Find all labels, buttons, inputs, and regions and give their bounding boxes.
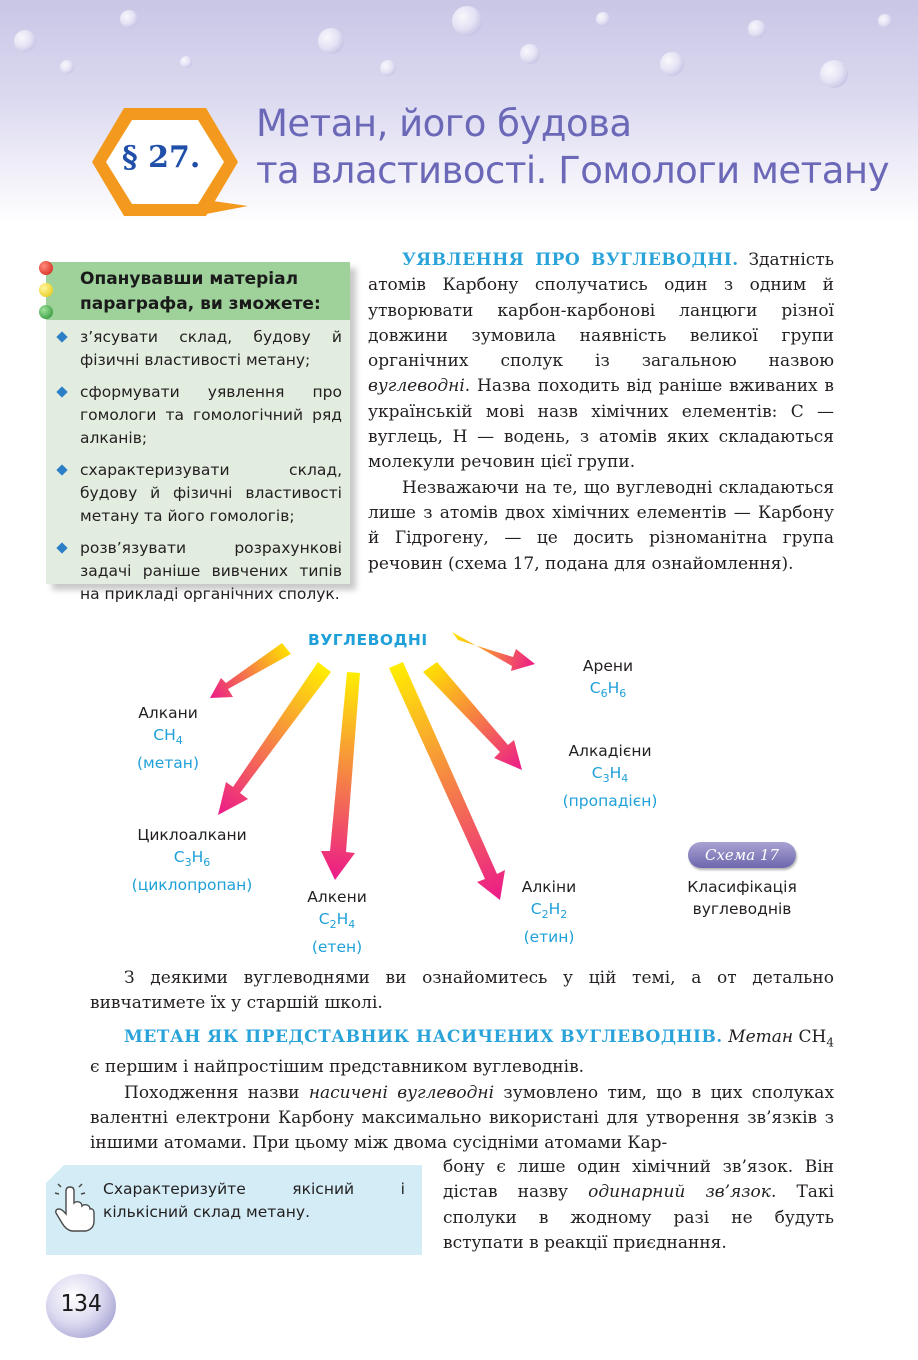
saturated-italic: насичені вуглеводні xyxy=(308,1082,495,1103)
title-line-1: Метан, його будова xyxy=(256,102,632,145)
node-example: (пропадієн) xyxy=(562,792,658,811)
node-alkenes xyxy=(287,886,387,958)
page-title xyxy=(256,100,889,194)
node-name: Алкіни xyxy=(521,878,577,896)
node-name: Алкени xyxy=(307,888,367,906)
node-formula: $C_2H_4$ xyxy=(318,910,356,932)
decor-bubble xyxy=(14,30,36,52)
intro-paragraph-1 xyxy=(368,248,834,476)
title-line-2: та властивості. Гомологи метану xyxy=(256,149,889,192)
single-bond-text: бону є лише один хімічний зв’язок. Він дістав назву одинарний зв’язок. Такі сполуки в жодному разі не будуть вступати в реакції приєднання. xyxy=(443,1157,834,1253)
node-name: Алкадієни xyxy=(568,742,652,760)
decor-bubble xyxy=(596,12,610,26)
single-bond-italic: одинарний зв’язок xyxy=(588,1182,771,1203)
learning-goals-box xyxy=(46,262,350,603)
goal-item: розв’язувати розрахункові задачі раніше вивчених типів на прикладі органічних сполук. xyxy=(58,537,342,606)
goals-title xyxy=(80,267,321,317)
methane-heading: МЕТАН ЯК ПРЕДСТАВНИК НАСИЧЕНИХ ВУГЛЕВОДНІВ. xyxy=(124,1026,723,1047)
decor-bubble xyxy=(520,44,540,64)
decor-bubble xyxy=(820,60,848,88)
scheme-caption-line-2: вуглеводнів xyxy=(692,900,792,918)
node-example: (метан) xyxy=(137,754,199,773)
arrow-to-alkynes xyxy=(389,662,505,900)
intro-text-a: Здатність атомів Карбону сполучатись один з одним й утворювати карбон-карбонові ланцюги різної довжини зумовила наявність великої групи органічних сполук із загальною назвою xyxy=(368,250,834,372)
saturated-paragraph: Походження назви насичені вуглеводні зумовлено тим, що в цих сполуках валентні електрони Карбону максимально використані для утворення зв’язків з іншими атомами. При цьому між двома сусідніми атомами Кар- xyxy=(90,1082,835,1154)
node-formula: $C_2H_2$ xyxy=(530,900,568,922)
methane-paragraph: МЕТАН ЯК ПРЕДСТАВНИК НАСИЧЕНИХ ВУГЛЕВОДНІВ. Метан $CH_4$ є першим і найпростішим представником вуглеводнів. xyxy=(90,1026,835,1078)
node-example: (циклопропан) xyxy=(131,876,253,895)
task-text: Схарактеризуйте якісний і кількісний склад метану. xyxy=(103,1180,405,1221)
node-cycloalkanes xyxy=(118,824,266,896)
goal-item: схарактеризувати склад, будову й фізичні властивості метану та його гомологів; xyxy=(58,459,342,528)
scheme-root-label: ВУГЛЕВОДНІ xyxy=(308,631,428,649)
intro-paragraph-2: Незважаючи на те, що вуглеводні складаються лише з атомів двох хімічних елементів — Карбону й Гідрогену, — це досить різноманітна група речовин (схема 17, подана для ознайомлення). xyxy=(368,477,834,574)
intro-italic-term: вуглеводні xyxy=(368,376,465,397)
decor-bubble xyxy=(60,60,74,74)
node-alkadienes xyxy=(550,740,670,812)
section-number: § 27. xyxy=(122,140,201,175)
decor-bubble xyxy=(748,20,766,38)
body-text xyxy=(90,966,834,1156)
node-formula: $C_3H_4$ xyxy=(591,764,629,786)
node-name: Арени xyxy=(582,657,634,675)
node-arenes xyxy=(558,655,658,705)
scheme-caption-line-1: Класифікація xyxy=(687,878,797,896)
node-formula: $CH_4$ xyxy=(153,726,183,748)
node-name: Циклоалкани xyxy=(137,826,247,844)
node-example: (етен) xyxy=(311,938,363,957)
decor-bubble xyxy=(380,60,396,76)
node-alkynes xyxy=(499,876,599,948)
arrow-to-alkanes xyxy=(210,643,291,698)
node-formula: $C_6H_6$ xyxy=(589,679,627,701)
goals-title-line-2: параграфа, ви зможете: xyxy=(80,294,321,314)
node-example: (етин) xyxy=(523,928,575,947)
scheme-caption xyxy=(672,876,812,920)
goal-item: сформувати уявлення про гомологи та гомологічний ряд алканів; xyxy=(58,381,342,450)
decor-bubble xyxy=(452,6,482,36)
decor-bubble xyxy=(318,28,344,54)
node-alkanes xyxy=(118,702,218,774)
goals-title-line-1: Опанувавши матеріал xyxy=(80,269,299,289)
scheme-badge: Схема 17 xyxy=(688,842,796,868)
paragraph-after-scheme: З деякими вуглеводнями ви ознайомитесь у цій темі, а от детально вивчатимете їх у старшій школі. xyxy=(90,968,834,1014)
node-name: Алкани xyxy=(138,704,198,722)
goal-item: з’ясувати склад, будову й фізичні властивості метану; xyxy=(58,326,342,372)
decor-bubble xyxy=(660,52,684,76)
decor-bubble xyxy=(180,56,192,68)
pointing-hand-icon xyxy=(52,1183,96,1233)
goals-list xyxy=(58,326,342,615)
arrow-to-alkenes xyxy=(321,672,360,880)
intro-text-b: . Назва походить від раніше вживаних в українській мові назв хімічних елементів: С — вуглець, Н — водень, з атомів яких складаються молекули речовин цієї групи. xyxy=(368,376,834,473)
methane-text: є першим і найпростішим представником вуглеводнів. xyxy=(90,1057,585,1078)
task-corner xyxy=(46,1165,64,1183)
task-box xyxy=(46,1165,422,1255)
green-dot-icon xyxy=(39,305,53,319)
arrow-to-arenes xyxy=(452,632,535,671)
node-formula: $C_3H_6$ xyxy=(173,848,211,870)
decor-bubble xyxy=(120,10,138,28)
intro-heading: УЯВЛЕННЯ ПРО ВУГЛЕВОДНІ. xyxy=(402,250,739,270)
red-dot-icon xyxy=(39,261,53,275)
page-number: 134 xyxy=(60,1291,102,1317)
methane-italic: Метан xyxy=(728,1026,794,1047)
intro-text xyxy=(368,248,834,577)
decor-bubble xyxy=(878,14,892,28)
yellow-dot-icon xyxy=(39,283,53,297)
